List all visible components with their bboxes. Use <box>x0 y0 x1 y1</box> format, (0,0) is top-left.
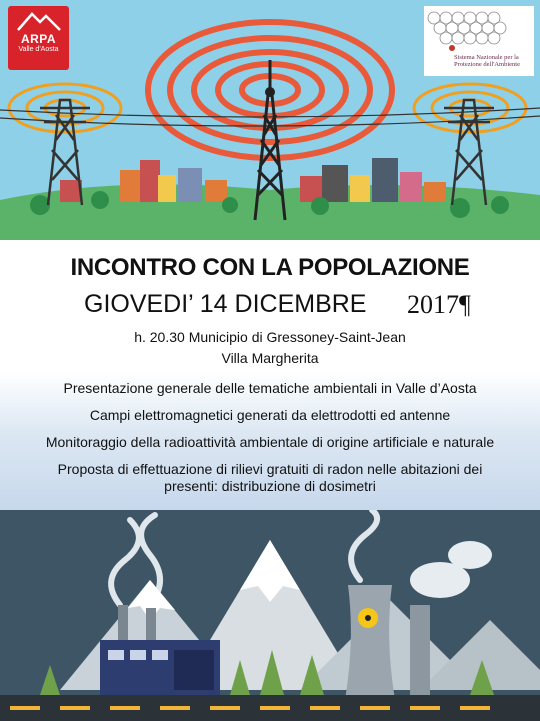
topic-item-continued: presenti: distribuzione di dosimetri <box>164 478 376 494</box>
topic-item: Proposta di effettuazione di rilievi gratuiti di radon nelle abitazioni dei <box>57 461 483 477</box>
topic-item: Presentazione generale delle tematiche ambientali in Valle d’Aosta <box>63 380 477 396</box>
topics-panel <box>0 372 540 510</box>
event-year: 2017¶ <box>407 290 471 319</box>
event-time-place: h. 20.30 Municipio di Gressoney-Saint-Jean <box>134 329 406 345</box>
radiation-symbol-core <box>365 615 371 621</box>
snpa-logo-text: Sistema Nazionale per la Protezione dell'Ambiente <box>454 54 520 68</box>
event-venue: Villa Margherita <box>221 350 319 366</box>
hexagon-network-icon <box>424 6 534 54</box>
industry-illustration <box>0 510 540 721</box>
steam-cloud <box>448 541 492 569</box>
snpa-logo <box>424 6 534 76</box>
topic-item: Monitoraggio della radioattività ambientale di origine artificiale e naturale <box>45 434 495 450</box>
mountain-icon <box>8 6 69 34</box>
arpa-logo-region: Valle d'Aosta <box>18 46 59 53</box>
chimney <box>410 605 430 700</box>
topic-item: Campi elettromagnetici generati da elettrodotti ed antenne <box>89 407 451 423</box>
arpa-logo-name: ARPA <box>20 32 57 46</box>
event-title: INCONTRO CON LA POPOLAZIONE <box>70 254 470 281</box>
mountains-factory-illustration <box>0 510 540 721</box>
arpa-logo <box>8 6 69 70</box>
hero-illustration <box>0 0 540 240</box>
antenna-top <box>265 87 275 97</box>
event-date: GIOVEDI’ 14 DICEMBRE <box>84 290 367 318</box>
cooling-tower <box>345 585 395 700</box>
